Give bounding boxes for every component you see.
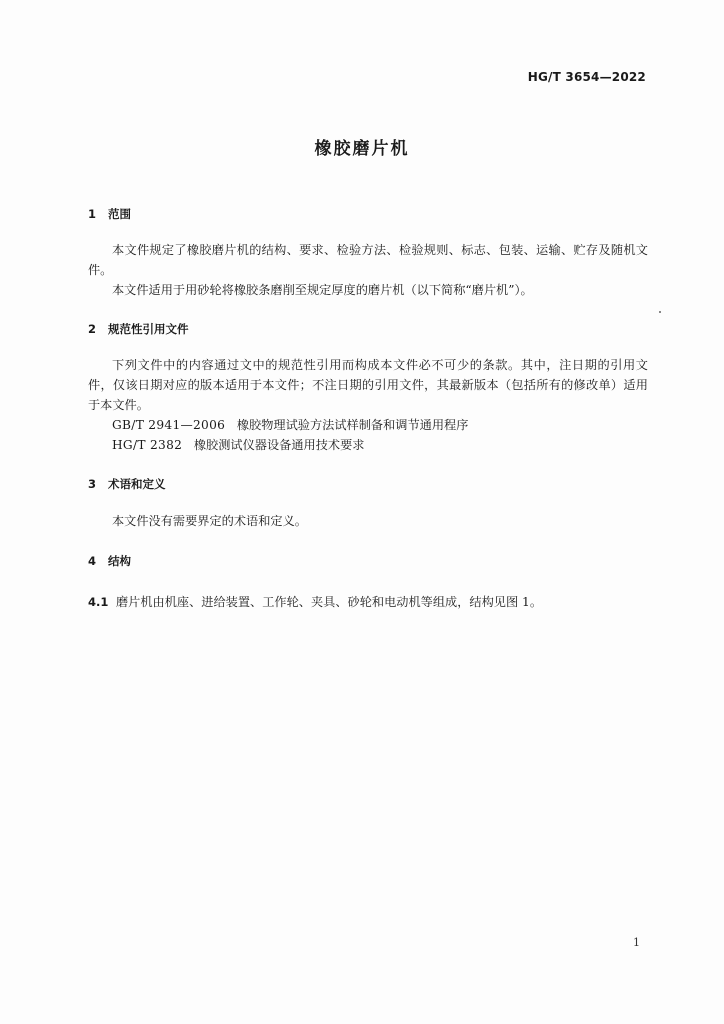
section-1-paragraph-2: 本文件适用于用砂轮将橡胶条磨削至规定厚度的磨片机（以下简称“磨片机”）。 xyxy=(112,283,533,297)
section-4-heading xyxy=(88,553,131,569)
section-2-heading xyxy=(88,321,189,337)
section-number: 1 xyxy=(88,207,97,221)
section-title: 规范性引用文件 xyxy=(108,322,189,336)
clause-4-1 xyxy=(88,593,542,610)
clause-number: 4.1 xyxy=(88,595,109,609)
reference-code: HG/T 2382 xyxy=(112,438,183,452)
section-3-heading xyxy=(88,476,166,492)
page-number: 1 xyxy=(633,936,640,949)
reference-item-1 xyxy=(112,415,468,435)
section-number: 2 xyxy=(88,322,97,336)
section-3-paragraph-1: 本文件没有需要界定的术语和定义。 xyxy=(112,514,307,528)
section-number: 3 xyxy=(88,477,97,491)
section-2-paragraph-1: 下列文件中的内容通过文中的规范性引用而构成本文件必不可少的条款。其中，注日期的引用文件，仅该日期对应的版本适用于本文件；不注日期的引用文件，其最新版本（包括所有的修改单）适用于本文件。 xyxy=(88,358,648,412)
reference-title: 橡胶物理试验方法试样制备和调节通用程序 xyxy=(236,418,469,432)
reference-item-2 xyxy=(112,435,364,455)
reference-code: GB/T 2941—2006 xyxy=(112,418,226,432)
section-number: 4 xyxy=(88,554,97,568)
section-1-heading xyxy=(88,206,131,222)
reference-title: 橡胶测试仪器设备通用技术要求 xyxy=(193,438,365,452)
standard-code: HG/T 3654—2022 xyxy=(527,70,646,84)
document-title: 橡胶磨片机 xyxy=(314,139,410,159)
section-title: 范围 xyxy=(108,207,131,221)
clause-text: 磨片机由机座、进给装置、工作轮、夹具、砂轮和电动机等组成，结构见图 1。 xyxy=(116,595,543,609)
scan-speck xyxy=(659,311,661,313)
section-title: 术语和定义 xyxy=(108,477,166,491)
section-1-paragraph-1: 本文件规定了橡胶磨片机的结构、要求、检验方法、检验规则、标志、包装、运输、贮存及随机文件。 xyxy=(88,243,648,277)
section-title: 结构 xyxy=(108,554,131,568)
